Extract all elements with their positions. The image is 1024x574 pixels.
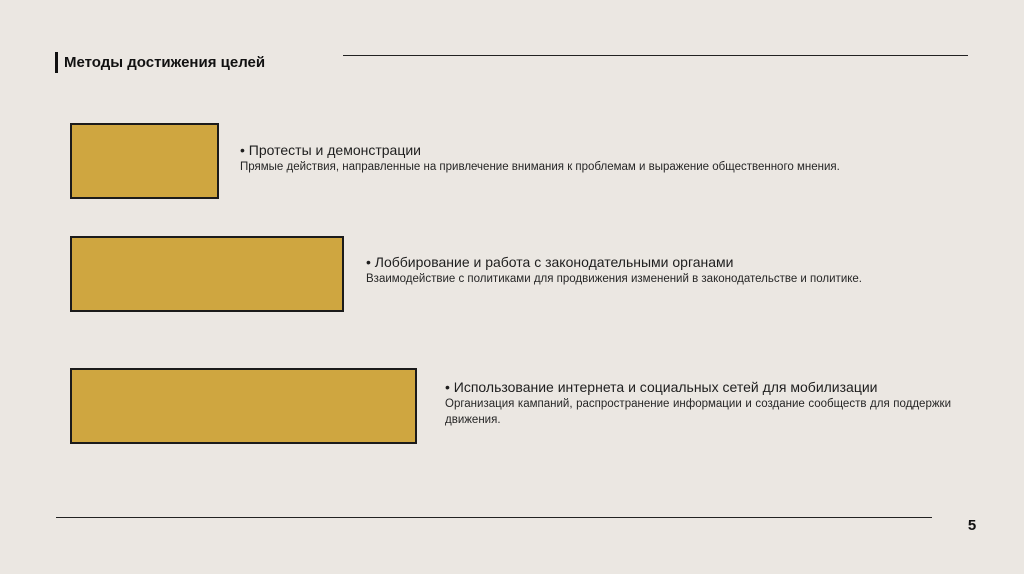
method-block-2 — [70, 236, 344, 312]
slide-title: Методы достижения целей — [64, 54, 266, 71]
method-item-2 — [366, 254, 966, 287]
method-item-title: • Использование интернета и социальных сетей для мобилизации — [445, 379, 878, 395]
method-item-1 — [240, 142, 940, 175]
method-item-description: Организация кампаний, распространение информации и создание сообществ для поддержки движения. — [445, 398, 951, 426]
title-accent-bar — [55, 52, 58, 73]
page-number: 5 — [967, 517, 977, 534]
method-block-1 — [70, 123, 219, 199]
method-item-description: Прямые действия, направленные на привлечение внимания к проблемам и выражение общественного мнения. — [240, 161, 840, 173]
bottom-divider-line — [56, 517, 932, 518]
method-item-title: • Протесты и демонстрации — [240, 142, 421, 158]
top-divider-line — [343, 55, 968, 56]
method-item-description: Взаимодействие с политиками для продвижения изменений в законодательстве и политике. — [366, 273, 862, 285]
method-block-3 — [70, 368, 417, 444]
method-item-3 — [445, 379, 951, 428]
method-item-title: • Лоббирование и работа с законодательными органами — [366, 254, 734, 270]
